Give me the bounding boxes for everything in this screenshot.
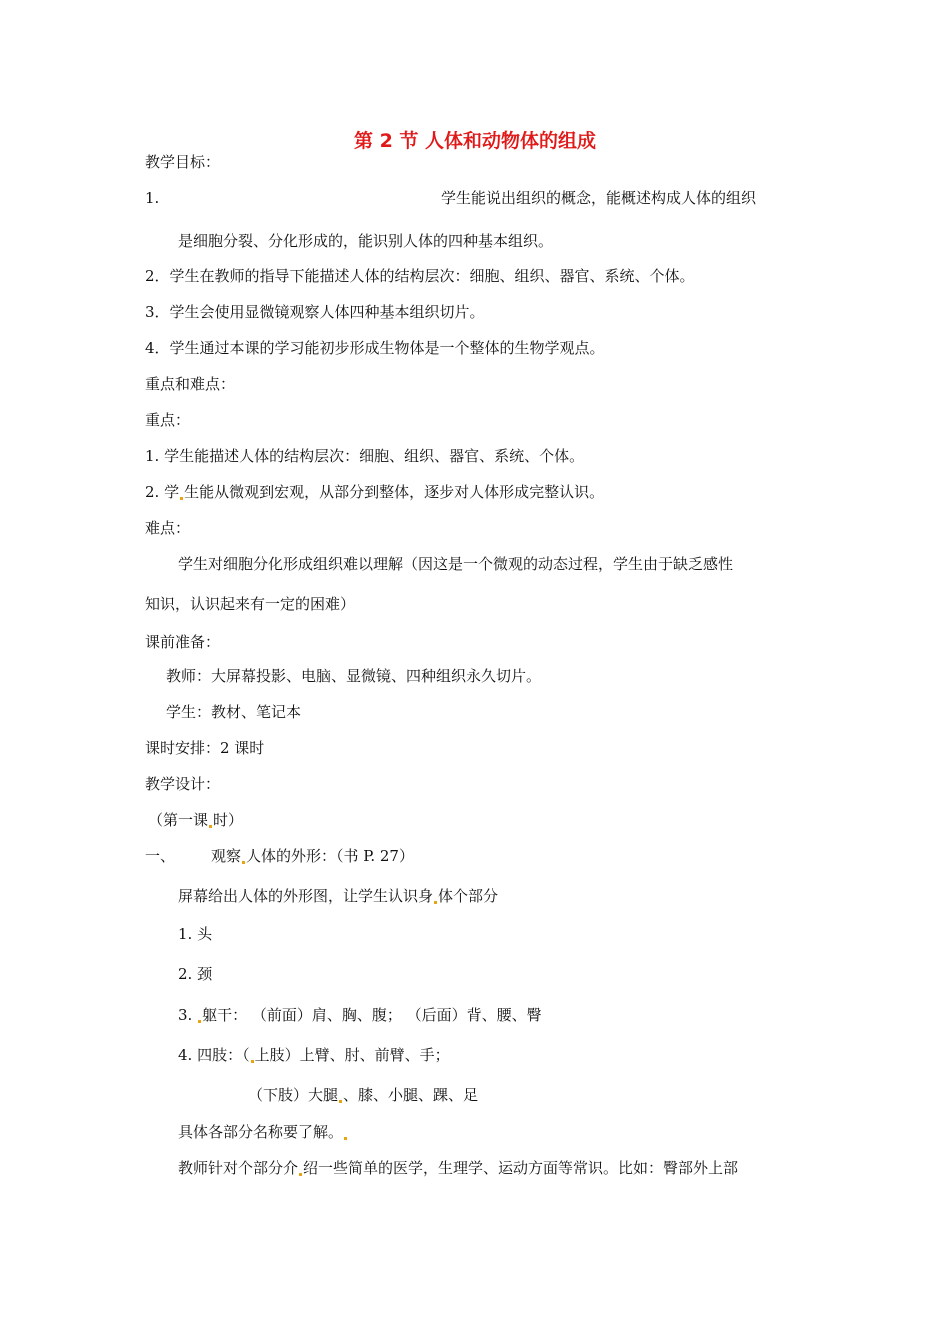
screen-instruction <box>178 886 498 906</box>
difficulty-text: 学生对细胞分化形成组织难以理解（因这是一个微观的动态过程，学生由于缺乏感性 <box>178 555 734 573</box>
part-1-heading-start: 观察 <box>211 847 242 865</box>
list-item-sub-start: （下肢）大腿 <box>248 1086 339 1104</box>
list-item: 1. 头 <box>178 925 213 943</box>
mark-dot-icon <box>434 901 437 904</box>
preparation-teacher: 教师：大屏幕投影、电脑、显微镜、四种组织永久切片。 <box>166 667 542 685</box>
list-item-sub-rest: 、膝、小腿、踝、足 <box>343 1086 479 1104</box>
mark-dot-icon <box>251 1060 254 1063</box>
objective-1-continued: 是细胞分裂、分化形成的，能识别人体的四种基本组织。 <box>178 232 554 250</box>
key-point-1: 1. 学生能描述人体的结构层次：细胞、组织、器官、系统、个体。 <box>145 447 585 465</box>
mark-dot-icon <box>242 861 245 864</box>
difficulty-heading: 难点： <box>145 519 191 537</box>
objective-3: 3．学生会使用显微镜观察人体四种基本组织切片。 <box>145 303 485 321</box>
objective-4: 4．学生通过本课的学习能初步形成生物体是一个整体的生物学观点。 <box>145 339 605 357</box>
list-item-sub <box>248 1085 478 1105</box>
mark-dot-icon <box>198 1020 201 1023</box>
screen-instruction-end: 体个部分 <box>438 887 499 905</box>
mark-dot-icon <box>339 1100 342 1103</box>
objective-1-number: 1. <box>145 189 160 207</box>
objective-2: 2．学生在教师的指导下能描述人体的结构层次：细胞、组织、器官、系统、个体。 <box>145 267 695 285</box>
mark-dot-icon <box>299 1173 302 1176</box>
list-item-text: 上肢）上臂、肘、前臂、手； <box>254 1046 450 1064</box>
list-item: 2. 颈 <box>178 965 213 983</box>
teacher-intro <box>178 1158 738 1178</box>
schedule: 课时安排：2 课时 <box>145 739 265 757</box>
mark-dot-icon <box>344 1137 347 1140</box>
period-label-start: （第一课 <box>148 811 209 829</box>
list-item <box>178 1045 450 1065</box>
key-point-2-start: 2. 学 <box>145 483 180 501</box>
list-item-number: 4. 四肢：（ <box>178 1046 250 1064</box>
objective-1-text: 学生能说出组织的概念，能概述构成人体的组织 <box>441 189 757 207</box>
teacher-intro-start: 教师针对个部分介 <box>178 1159 299 1177</box>
names-note <box>178 1122 348 1142</box>
list-item-text: 躯干： （前面）肩、胸、腹； （后面）背、腰、臀 <box>202 1006 542 1024</box>
list-item <box>178 1005 542 1025</box>
key-points-heading: 重点： <box>145 411 191 429</box>
part-1-heading <box>211 846 414 866</box>
page-title: 第 2 节 人体和动物体的组成 <box>353 130 597 152</box>
part-1-heading-rest: 人体的外形：（书 P. 27） <box>246 847 414 865</box>
mark-dot-icon <box>209 825 212 828</box>
key-point-2-rest: 生能从微观到宏观，从部分到整体，逐步对人体形成完整认识。 <box>184 483 605 501</box>
period-label-end: 时） <box>213 811 244 829</box>
period-label <box>148 810 243 830</box>
objectives-heading: 教学目标： <box>145 153 221 171</box>
design-heading: 教学设计： <box>145 775 221 793</box>
key-difficulty-heading: 重点和难点： <box>145 375 236 393</box>
screen-instruction-start: 屏幕给出人体的外形图，让学生认识身 <box>178 887 434 905</box>
difficulty-text-continued: 知识，认识起来有一定的困难） <box>145 595 356 613</box>
mark-dot-icon <box>180 497 183 500</box>
list-item-number: 3. <box>178 1006 193 1024</box>
teacher-intro-rest: 绍一些简单的医学，生理学、运动方面等常识。比如：臀部外上部 <box>303 1159 739 1177</box>
key-point-2 <box>145 482 604 502</box>
preparation-student: 学生：教材、笔记本 <box>166 703 302 721</box>
names-note-text: 具体各部分名称要了解。 <box>178 1123 344 1141</box>
part-1-number: 一、 <box>145 847 176 865</box>
preparation-heading: 课前准备： <box>145 633 221 651</box>
